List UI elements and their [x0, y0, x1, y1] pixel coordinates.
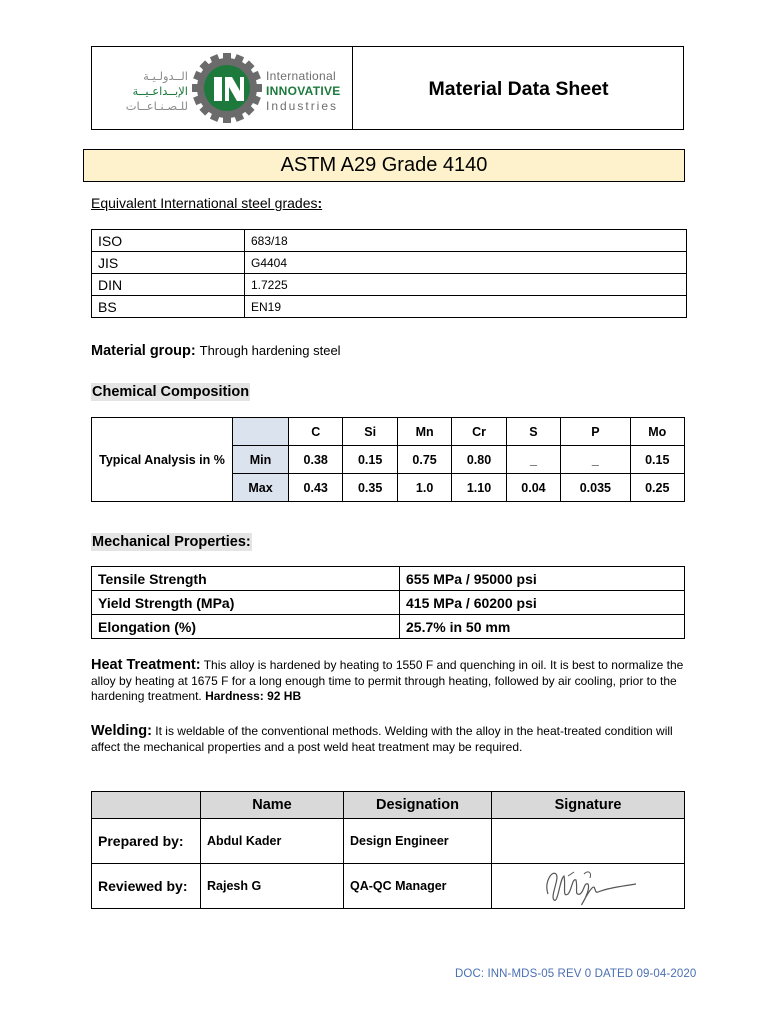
- signature-cell: [492, 819, 685, 864]
- max-value: 1.0: [397, 474, 451, 502]
- standard-cell: ISO: [92, 230, 245, 252]
- document-title: Material Data Sheet: [428, 77, 609, 100]
- heat-treatment-paragraph: [91, 658, 691, 705]
- grade-value-cell: EN19: [245, 296, 687, 318]
- element-header: Mo: [630, 418, 684, 446]
- heat-treatment-text: This alloy is hardened by heating to 1550 F and quenching in oil. It is best to normalize the alloy by heating at 1675 F for a long enough time to permit through heating, followed by air cooling, prior to the hardening treatment.: [91, 658, 684, 703]
- welding-label: Welding:: [91, 723, 152, 739]
- max-value: 0.035: [561, 474, 630, 502]
- min-label: Min: [233, 446, 289, 474]
- designation-header: Designation: [344, 792, 492, 819]
- max-value: 0.04: [506, 474, 560, 502]
- designation-cell: QA-QC Manager: [344, 864, 492, 909]
- mechanical-properties-title: Mechanical Properties:: [92, 534, 251, 550]
- max-value: 0.25: [630, 474, 684, 502]
- table-row: [92, 615, 685, 639]
- element-header: C: [289, 418, 343, 446]
- table-header-row: [92, 792, 685, 819]
- min-value: 0.80: [452, 446, 506, 474]
- property-cell: Tensile Strength: [92, 567, 400, 591]
- property-value-cell: 655 MPa / 95000 psi: [400, 567, 685, 591]
- grade-title: ASTM A29 Grade 4140: [83, 149, 685, 182]
- logo-english-text: International INNOVATIVE Industries: [266, 69, 341, 113]
- table-row: [92, 274, 687, 296]
- min-value: 0.15: [630, 446, 684, 474]
- standard-cell: JIS: [92, 252, 245, 274]
- approval-table: [91, 791, 685, 909]
- standard-cell: DIN: [92, 274, 245, 296]
- table-row: [92, 418, 685, 446]
- name-cell: Rajesh G: [201, 864, 344, 909]
- max-value: 1.10: [452, 474, 506, 502]
- table-row: [92, 864, 685, 909]
- handwritten-signature-icon: [538, 864, 638, 908]
- grade-value-cell: 1.7225: [245, 274, 687, 296]
- material-group-label: Material group:: [91, 343, 196, 359]
- element-header: Mn: [397, 418, 451, 446]
- corner-cell: [233, 418, 289, 446]
- max-label: Max: [233, 474, 289, 502]
- hardness-value: Hardness: 92 HB: [205, 689, 302, 703]
- name-cell: Abdul Kader: [201, 819, 344, 864]
- max-value: 0.43: [289, 474, 343, 502]
- property-value-cell: 415 MPa / 60200 psi: [400, 591, 685, 615]
- table-row: [92, 591, 685, 615]
- document-header: [91, 46, 684, 130]
- heat-treatment-label: Heat Treatment:: [91, 657, 201, 673]
- welding-text: It is weldable of the conventional methods. Welding with the alloy in the heat-treated condition will affect the mechanical properties and a post weld heat treatment may be required.: [91, 724, 673, 754]
- material-group: [91, 342, 341, 359]
- name-header: Name: [201, 792, 344, 819]
- mechanical-properties-table: [91, 566, 685, 639]
- min-value: _: [561, 446, 630, 474]
- min-value: 0.15: [343, 446, 397, 474]
- grade-value-cell: 683/18: [245, 230, 687, 252]
- document-reference: DOC: INN-MDS-05 REV 0 DATED 09-04-2020: [455, 968, 697, 980]
- standard-cell: BS: [92, 296, 245, 318]
- table-row: [92, 230, 687, 252]
- empty-header-cell: [92, 792, 201, 819]
- element-header: Si: [343, 418, 397, 446]
- gear-logo-icon: [192, 53, 262, 123]
- analysis-label: Typical Analysis in %: [92, 418, 233, 502]
- table-row: [92, 567, 685, 591]
- grade-value-cell: G4404: [245, 252, 687, 274]
- equivalent-grades-title: Equivalent International steel grades:: [91, 195, 323, 211]
- element-header: S: [506, 418, 560, 446]
- min-value: 0.38: [289, 446, 343, 474]
- table-row: [92, 296, 687, 318]
- role-cell: Prepared by:: [92, 819, 201, 864]
- welding-paragraph: [91, 724, 691, 755]
- property-value-cell: 25.7% in 50 mm: [400, 615, 685, 639]
- logo-arabic-text: الــدولـيـة الإبــداعـيــة للـصـنـاعــات: [125, 69, 188, 113]
- min-value: 0.75: [397, 446, 451, 474]
- table-row: [92, 252, 687, 274]
- chemical-composition-title: Chemical Composition: [92, 384, 250, 400]
- element-header: P: [561, 418, 630, 446]
- signature-header: Signature: [492, 792, 685, 819]
- equivalent-grades-table: [91, 229, 687, 318]
- max-value: 0.35: [343, 474, 397, 502]
- min-value: _: [506, 446, 560, 474]
- signature-cell: [492, 864, 685, 909]
- property-cell: Elongation (%): [92, 615, 400, 639]
- element-header: Cr: [452, 418, 506, 446]
- chemical-composition-table: [91, 417, 685, 502]
- company-logo: [106, 53, 346, 125]
- table-row: [92, 819, 685, 864]
- material-group-value: Through hardening steel: [199, 343, 341, 358]
- designation-cell: Design Engineer: [344, 819, 492, 864]
- property-cell: Yield Strength (MPa): [92, 591, 400, 615]
- role-cell: Reviewed by:: [92, 864, 201, 909]
